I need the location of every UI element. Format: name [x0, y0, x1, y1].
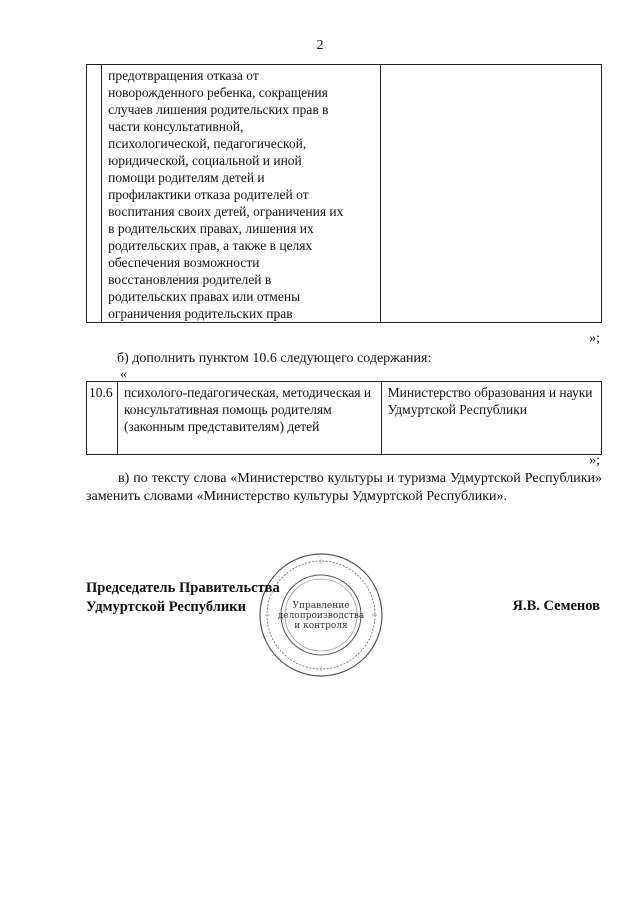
signatory-title-line: Председатель Правительства: [86, 580, 280, 596]
paragraph-b: б) дополнить пунктом 10.6 следующего содержания:: [117, 351, 432, 366]
seal-text: [268, 601, 374, 631]
signatory-name: Я.В. Семенов: [512, 598, 600, 614]
table-text-line: воспитания своих детей, ограничения их: [108, 204, 344, 219]
signatory-title: [86, 579, 280, 617]
signatory-title-line: Удмуртской Республики: [86, 599, 246, 615]
seal-line: делопроизводства: [277, 611, 365, 621]
closing-quote: »;: [589, 331, 600, 346]
table-text-line: новорожденного ребенка, сокращения: [108, 85, 328, 100]
table-text-line: в родительских правах, лишения их: [108, 221, 314, 236]
table-text-line: родительских прав, а также в целях: [108, 238, 313, 253]
table-text-line: юридической, социальной и иной: [108, 153, 302, 168]
table-text-line: части консультативной,: [108, 119, 244, 134]
table-number-cell: [87, 65, 102, 323]
table-text-line: психологической, педагогической,: [108, 136, 307, 151]
table-text-line: восстановления родителей в: [108, 272, 272, 287]
table-text-line: родительских правах или отмены: [108, 289, 301, 304]
table-text-line: предотвращения отказа от: [108, 68, 259, 83]
table-text-line: ограничения родительских прав: [108, 306, 293, 321]
table-text-line: профилактики отказа родителей от: [108, 187, 309, 202]
table-description-cell: [102, 65, 381, 323]
paragraph-v: в) по тексту слова «Министерство культуры и туризма Удмуртской Республики» заменить словами «Министерство культуры Удмуртской Республики».: [86, 471, 602, 504]
item-description-cell: психолого-педагогическая, методическая и консультативная помощь родителям (законным представителям) детей: [117, 382, 381, 455]
table-executor-cell: [381, 65, 602, 323]
table-text-line: обеспечения возможности: [108, 255, 260, 270]
page-number: 2: [316, 38, 324, 53]
item-executor-cell: Министерство образования и науки Удмуртской Республики: [381, 382, 601, 455]
item-number-cell: 10.6: [87, 382, 118, 455]
closing-quote: »;: [589, 453, 600, 468]
new-item-table: [86, 381, 602, 455]
table-text-line: случаев лишения родительских прав в: [108, 102, 329, 117]
seal-line: Управление: [292, 601, 350, 611]
decree-table-continuation: [86, 64, 602, 323]
seal-line: и контроля: [294, 621, 348, 631]
opening-quote: «: [120, 367, 127, 382]
table-text-line: помощи родителям детей и: [108, 170, 265, 185]
